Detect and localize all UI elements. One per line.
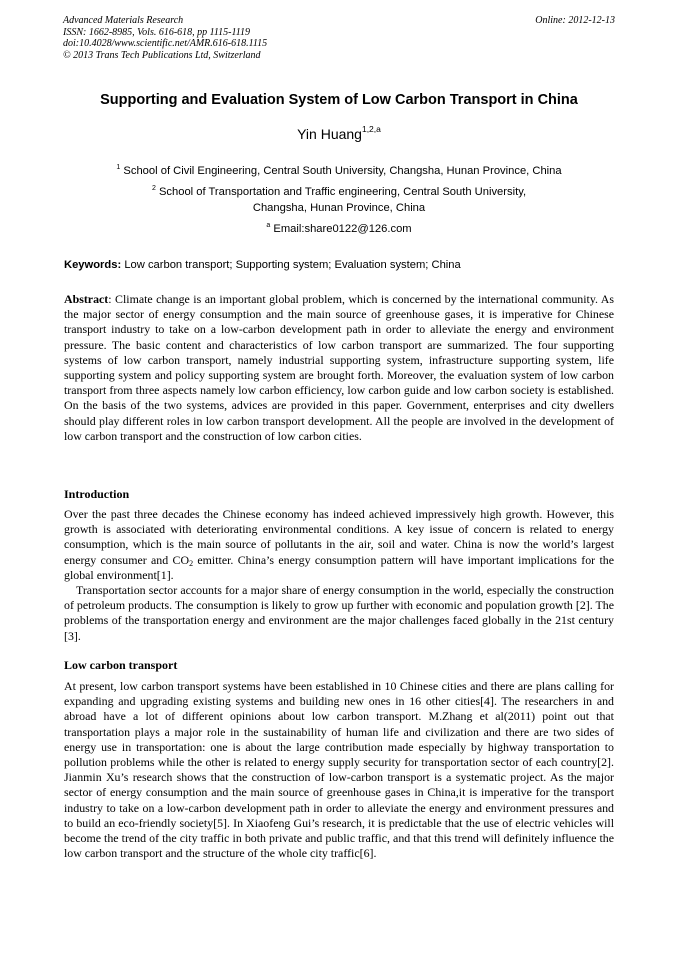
introduction-heading: Introduction (64, 487, 130, 501)
introduction-body (64, 507, 614, 644)
author-superscript: 1,2,a (361, 124, 381, 134)
online-date: Online: 2012-12-13 (535, 15, 615, 26)
keywords-label: Keywords: (64, 259, 122, 271)
affiliation-1: $^1$ School of Civil Engineering, Central South University, Changsha, Hunan Province, China (116, 164, 562, 177)
copyright: © 2013 Trans Tech Publications Ltd, Switzerland (63, 49, 261, 61)
keywords-text: Low carbon transport; Supporting system; Evaluation system; China (124, 259, 461, 271)
email: $^a$ Email:share0122@126.com (266, 222, 412, 235)
affiliation-2: $^2$ School of Transportation and Traffic engineering, Central South University, Changsha, Hunan Province, China (151, 185, 527, 214)
abstract-label: Abstract (64, 292, 109, 306)
low-carbon-body (64, 679, 614, 861)
paragraph: Transportation sector accounts for a major share of energy consumption in the world, especially the construction of petroleum products. The consumption is likely to grow up further with economic and population growth [2]. The problems of the transportation energy and environment are the major challenges faced globally in the 21st century [3]. (64, 583, 614, 643)
paper-title: Supporting and Evaluation System of Low Carbon Transport in China (100, 92, 578, 108)
journal-info (63, 15, 267, 61)
abstract-text: : Climate change is an important global problem, which is concerned by the international community. As the major sector of energy consumption and the main source of greenhouse gases, it is imperative for Chinese transport industry to take on a low-carbon development path in order to alleviate the energy and environment pressure. The basic content and characteristics of low carbon transport are summarized. The four supporting systems of low carbon transport, namely industrial supporting system, infrastructure supporting system, life supporting system and policy supporting system are brought forth. Moreover, the evaluation system of low carbon transport from three aspects namely low carbon efficiency, low carbon guide and low carbon society is established. On the basis of the two systems, advices are provided in this paper. Government, enterprises and city dwellers should play different roles in low carbon transport development. All the people are involved in the development of low carbon transport and the construction of low carbon cities. (64, 292, 614, 443)
low-carbon-heading: Low carbon transport (64, 658, 178, 672)
keywords (64, 259, 461, 271)
doi: doi:10.4028/www.scientific.net/AMR.616-618.1115 (63, 38, 268, 49)
paragraph: Over the past three decades the Chinese economy has indeed achieved impressively high growth. However, this growth is associated with deteriorating environmental conditions. A key issue of concern is related to energy consumption, which is the main source of pollutants in the air, soil and water. China is now the world’s largest energy consumer and $CO_2$ emitter. China’s energy consumption pattern will have important implications for the global environment[1]. (64, 507, 614, 582)
issn: ISSN: 1662-8985, Vols. 616-618, pp 1115-1119 (63, 26, 251, 38)
journal-name: Advanced Materials Research (63, 15, 184, 26)
author (0, 126, 678, 142)
abstract (64, 292, 614, 444)
paragraph: At present, low carbon transport systems have been established in 10 Chinese cities and there are plans calling for expanding and upgrading existing systems and building new ones in 16 other cities[4]. The researchers in and abroad have a lot of different opinions about low carbon transport. M.Zhang et al(2011) point out that transportation plays a major role in the sustainability of human life and civilization and there are two sides of energy use in transportation: one is about the large contribution made especially by highway transportation to pollution problems while the other is related to energy supply security for transportation sector of each country[2]. Jianmin Xu’s research shows that the construction of low-carbon transport is a systematic project. As the major sector of energy consumption and the main source of greenhouse gases in China,it is imperative for the transport industry to take on a low-carbon development path in order to alleviate the energy and environment pressures and to build an eco-friendly society[5]. In Xiaofeng Gui’s research, it is predictable that the use of electric vehicles will become the trend of the city traffic in both private and public traffic, and that this trend will definitely influence the low carbon transport and the structure of the whole city traffic[6]. (64, 679, 614, 861)
author-name: Yin Huang (297, 126, 362, 142)
